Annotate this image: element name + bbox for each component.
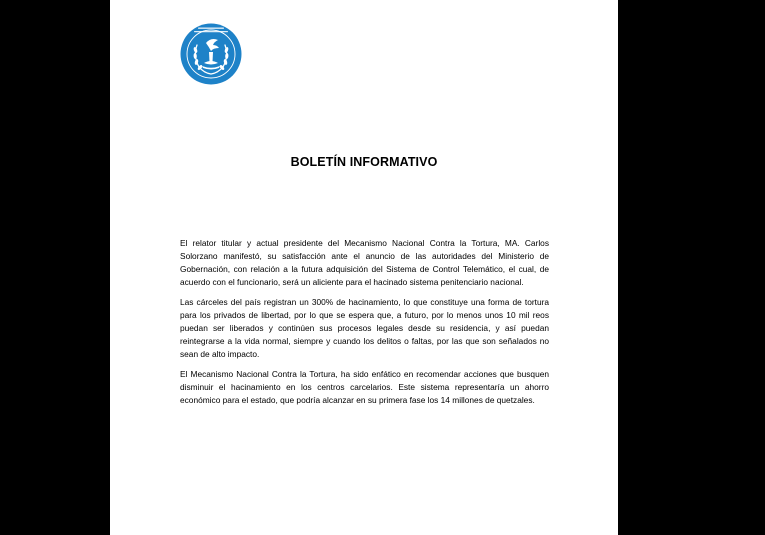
document-page [110, 0, 618, 535]
body-paragraph: El relator titular y actual presidente del Mecanismo Nacional Contra la Tortura, MA. Carlos Solorzano manifestó, su satisfacción ante el anuncio de las autoridades del Ministerio de Gobernación, con relación a la futura adquisición del Sistema de Control Telemático, el cual, de acuerdo con el funcionario, será un aliciente para el hacinado sistema penitenciario nacional. [180, 238, 549, 288]
document-title: BOLETÍN INFORMATIVO [290, 155, 438, 169]
document-body [180, 237, 549, 414]
body-paragraph: El Mecanismo Nacional Contra la Tortura, ha sido enfático en recomendar acciones que busquen disminuir el hacinamiento en los centros carcelarios. Este sistema representaría un ahorro económico para el estado, que podría alcanzar en su primera fase los 14 millones de quetzales. [180, 368, 549, 406]
body-paragraph: Las cárceles del país registran un 300% de hacinamiento, lo que constituye una forma de tortura para los privados de libertad, por lo que se espera que, a futuro, por lo menos unos 10 mil reos puedan ser liberados y continúen sus procesos legales desde su residencia, y así puedan reintegrarse a la vida normal, siempre y cuando los delitos o faltas, por las que son señalados no sean de alto impacto. [180, 296, 549, 360]
institutional-seal-logo-icon [180, 23, 242, 85]
